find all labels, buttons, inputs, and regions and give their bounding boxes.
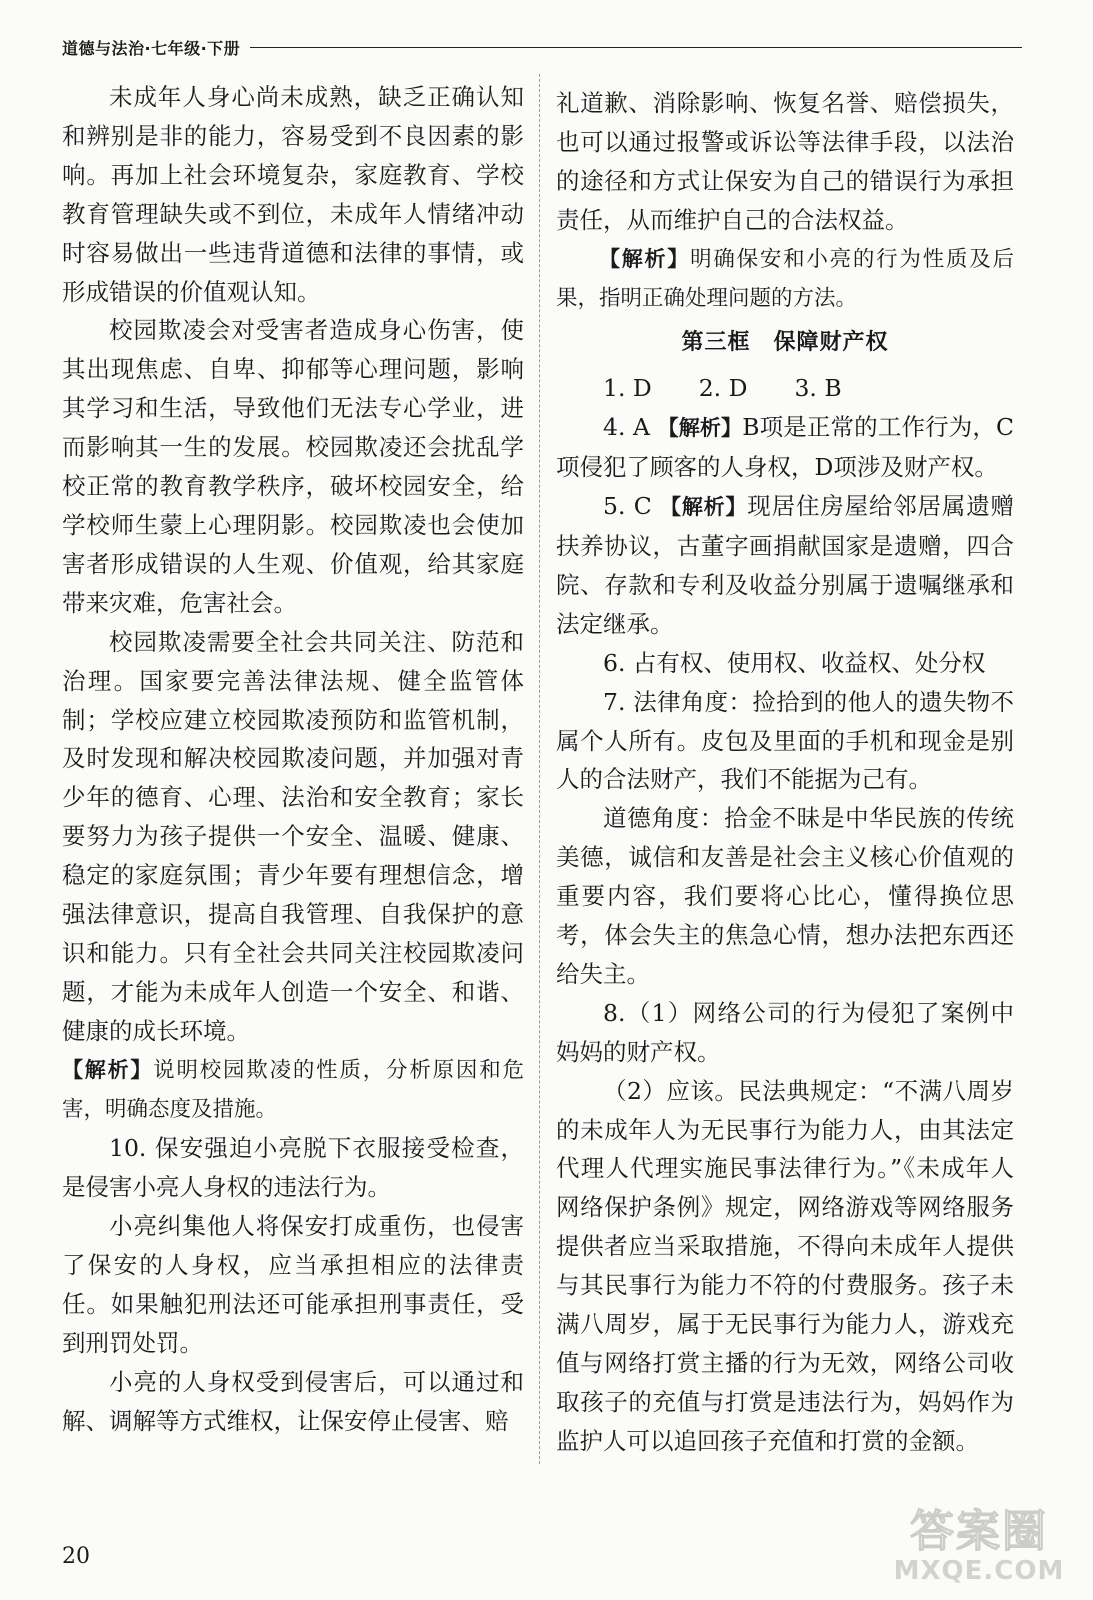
answer-7-law: 7. 法律角度：捡拾到的他人的遗失物不属个人所有。皮包及里面的手机和现金是别人的合法财产，我们不能据为己有。 bbox=[556, 687, 1014, 794]
section-title: 第三框 保障财产权 bbox=[681, 330, 889, 356]
answer-label: 4. A bbox=[603, 413, 658, 442]
right-column bbox=[556, 84, 1014, 1461]
watermark-url: MXQE.COM bbox=[893, 1556, 1065, 1586]
answer-6: 6. 占有权、使用权、收益权、处分权 bbox=[603, 648, 986, 677]
answer-label: 5. C bbox=[603, 492, 660, 521]
header-rule bbox=[250, 47, 1022, 48]
paragraph: 小亮的人身权受到侵害后，可以通过和解、调解等方式维权，让保安停止侵害、赔 bbox=[62, 1367, 524, 1435]
analysis-text: 明确保安和小亮的行为性质及后果，指明正确处理问题的方法。 bbox=[556, 246, 1014, 311]
book-title: 道德与法治·七年级·下册 bbox=[62, 38, 241, 58]
answer-8-1: 8.（1）网络公司的行为侵犯了案例中妈妈的财产权。 bbox=[556, 998, 1014, 1066]
watermark-text: 答案圈 bbox=[910, 1506, 1048, 1557]
paragraph: 小亮纠集他人将保安打成重伤，也侵害了保安的人身权，应当承担相应的法律责任。如果触犯刑法还可能承担刑事责任，受到刑罚处罚。 bbox=[62, 1212, 524, 1357]
answer-10: 10. 保安强迫小亮脱下衣服接受检查，是侵害小亮人身权的违法行为。 bbox=[62, 1134, 524, 1202]
watermark-logo bbox=[889, 1508, 1069, 1590]
paragraph: 未成年人身心尚未成熟，缺乏正确认知和辨别是非的能力，容易受到不良因素的影响。再加上社会环境复杂，家庭教育、学校教育管理缺失或不到位，未成年人情绪冲动时容易做出一些违背道德和法律的事情，或形成错误的价值观认知。 bbox=[62, 83, 524, 306]
analysis-tag: 【解析】 bbox=[657, 416, 743, 441]
paragraph: 校园欺凌需要全社会共同关注、防范和治理。国家要完善法律法规、健全监管体制；学校应建立校园欺凌预防和监管机制，及时发现和解决校园欺凌问题，并加强对青少年的德育、心理、法治和安全教育；家长要努力为孩子提供一个安全、温暖、健康、稳定的家庭氛围；青少年要有理想信念，增强法律意识，提高自我管理、自我保护的意识和能力。只有全社会共同关注校园欺凌问题，才能为未成年人创造一个安全、和谐、健康的成长环境。 bbox=[62, 627, 524, 1045]
answer-4 bbox=[556, 408, 1014, 487]
answer-8-2: （2）应该。民法典规定：“不满八周岁的未成年人为无民事行为能力人，由其法定代理人代理实施民事法律行为。”《未成年人网络保护条例》规定，网络游戏等网络服务提供者应当采取措施，不得向未成年人提供与其民事行为能力不符的付费服务。孩子未满八周岁，属于无民事行为能力人，游戏充值与网络打赏主播的行为无效，网络公司收取孩子的充值与打赏是违法行为，妈妈作为监护人可以追回孩子充值和打赏的金额。 bbox=[556, 1076, 1014, 1455]
answers-1-3: 1. D 2. D 3. B bbox=[603, 374, 842, 403]
answer-text: B项是正常的工作行为，C项侵犯了顾客的人身权，D项涉及财产权。 bbox=[556, 413, 1015, 482]
answer-text: 现居住房屋给邻居属遗赠扶养协议，古董字画捐献国家是遗赠，四合院、存款和专利及收益分别属于遗嘱继承和法定继承。 bbox=[556, 492, 1015, 638]
answer-7-moral: 道德角度：拾金不昧是中华民族的传统美德，诚信和友善是社会主义核心价值观的重要内容，我们要将心比心，懂得换位思考，体会失主的焦急心情，想办法把东西还给失主。 bbox=[556, 804, 1014, 988]
column-divider bbox=[539, 74, 540, 1464]
analysis-note bbox=[62, 1051, 524, 1130]
paragraph: 校园欺凌会对受害者造成身心伤害，使其出现焦虑、自卑、抑郁等心理问题，影响其学习和生活，导致他们无法专心学业，进而影响其一生的发展。校园欺凌还会扰乱学校正常的教育教学秩序，破坏校园安全，给学校师生蒙上心理阴影。校园欺凌也会使加害者形成错误的人生观、价值观，给其家庭带来灾难，危害社会。 bbox=[62, 316, 524, 617]
page-number: 20 bbox=[62, 1544, 90, 1569]
analysis-tag: 【解析】 bbox=[599, 246, 691, 271]
analysis-tag: 【解析】 bbox=[660, 495, 748, 520]
analysis-tag: 【解析】 bbox=[62, 1057, 154, 1082]
paragraph: 礼道歉、消除影响、恢复名誉、赔偿损失，也可以通过报警或诉讼等法律手段，以法治的途径和方式让保安为自己的错误行为承担责任，从而维护自己的合法权益。 bbox=[556, 89, 1014, 234]
answer-5 bbox=[556, 487, 1014, 644]
page-header bbox=[62, 36, 1022, 58]
analysis-text: 说明校园欺凌的性质，分析原因和危害，明确态度及措施。 bbox=[62, 1057, 524, 1122]
left-column bbox=[62, 78, 524, 1441]
analysis-note bbox=[556, 240, 1014, 319]
